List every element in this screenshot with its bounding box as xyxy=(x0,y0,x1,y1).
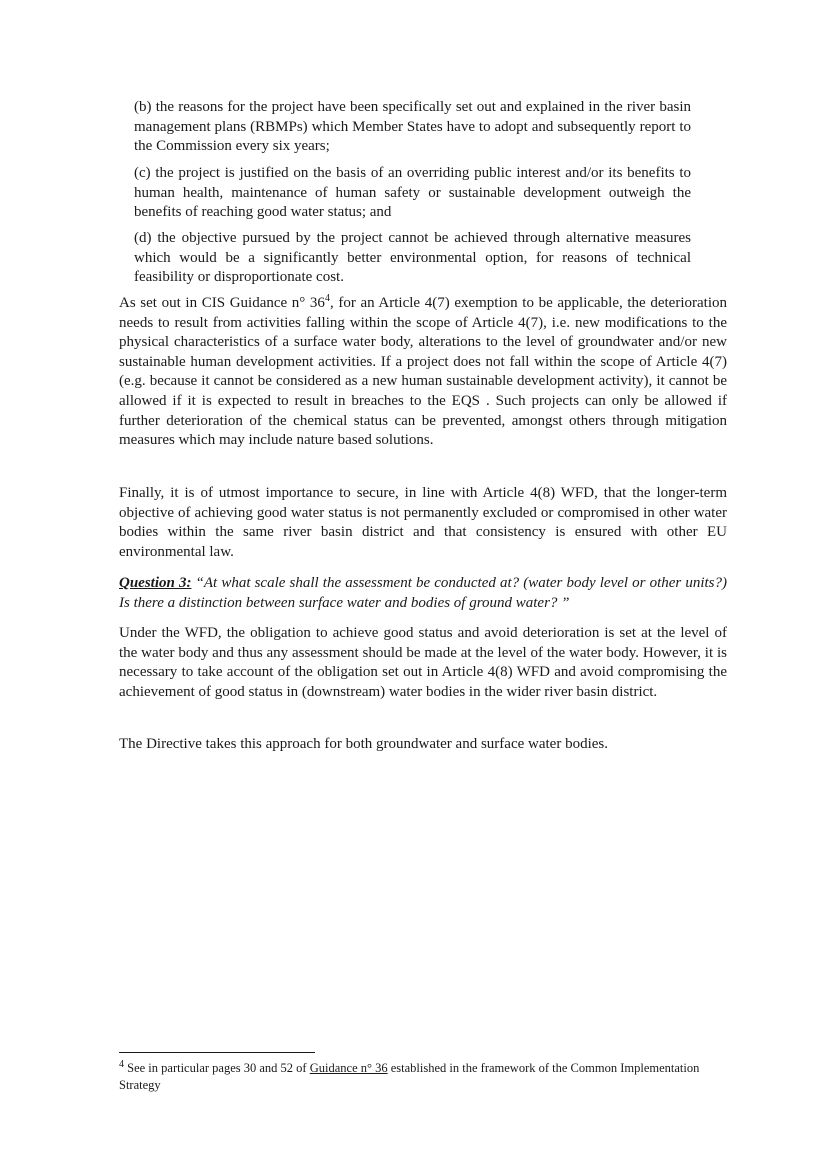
paragraph-cis-guidance xyxy=(119,294,727,451)
list-item-b-text: (b) the reasons for the project have been specifically set out and explained in the river basin management plans (RBMPs) which Member States have to adopt and subsequently report to the Commission every six years; xyxy=(134,99,691,155)
cis-text-rest: , for an Article 4(7) exemption to be applicable, the deterioration needs to result from activities falling within the scope of Article 4(7), i.e. new modifications to the physical characteristics of a surface water body, alterations to the level of groundwater and/or new sustainable human development activities. If a project does not fall within the scope of Article 4(7) (e.g. because it cannot be considered as a new human sustainable development activity), it cannot be allowed if it is expected to result in breaches to the EQS . Such projects can only be allowed if further deterioration of the chemical status can be prevented, amongst others through mitigation measures which may include nature based solutions. xyxy=(119,295,727,449)
list-item-c xyxy=(134,164,691,223)
question-body: “At what scale shall the assessment be conducted at? (water body level or other units?) Is there a distinction between surface water and bodies of ground water? ” xyxy=(119,575,728,611)
paragraph-directive xyxy=(119,735,727,755)
list-item-b xyxy=(134,98,691,157)
paragraph-wfd-text: Under the WFD, the obligation to achieve good status and avoid deterioration is set at the level of the water body and thus any assessment should be made at the level of the water body. However, it is necessary to take account of the obligation set out in Article 4(8) WFD and avoid compromising the achievement of good status in (downstream) water bodies in the wider river basin district. xyxy=(119,625,727,700)
footnote-guidance-link[interactable]: Guidance n° 36 xyxy=(309,1061,388,1075)
footnote xyxy=(119,1060,719,1094)
cis-text-start: As set out in CIS Guidance n° 36 xyxy=(119,295,325,311)
footnote-divider xyxy=(119,1052,315,1053)
question-3-text xyxy=(119,574,727,613)
list-item-d xyxy=(134,229,691,288)
paragraph-cis-guidance-text xyxy=(119,294,727,451)
footnote-reference[interactable]: 4 xyxy=(324,293,330,304)
footnote-marker: 4 xyxy=(119,1058,124,1070)
paragraph-directive-text: The Directive takes this approach for both groundwater and surface water bodies. xyxy=(119,736,608,752)
question-3 xyxy=(119,574,727,613)
paragraph-finally-text: Finally, it is of utmost importance to secure, in line with Article 4(8) WFD, that the longer-term objective of achieving good water status is not permanently excluded or compromised in other water bodies within the same river basin district and that consistency is ensured with other EU environmental law. xyxy=(119,485,727,560)
list-item-c-text: (c) the project is justified on the basis of an overriding public interest and/or its benefits to human health, maintenance of human safety or sustainable development outweigh the benefits of reaching good water status; and xyxy=(134,165,691,221)
footnote-text-start: See in particular pages 30 and 52 of xyxy=(124,1061,310,1075)
footnote-text-end: established in the framework of the Common Implementation Strategy xyxy=(119,1061,700,1092)
paragraph-finally xyxy=(119,484,727,562)
question-label: Question 3: xyxy=(119,575,192,591)
list-item-d-text: (d) the objective pursued by the project cannot be achieved through alternative measures which would be a significantly better environmental option, for reasons of technical feasibility or disproportionate cost. xyxy=(134,230,691,286)
paragraph-wfd xyxy=(119,624,727,702)
